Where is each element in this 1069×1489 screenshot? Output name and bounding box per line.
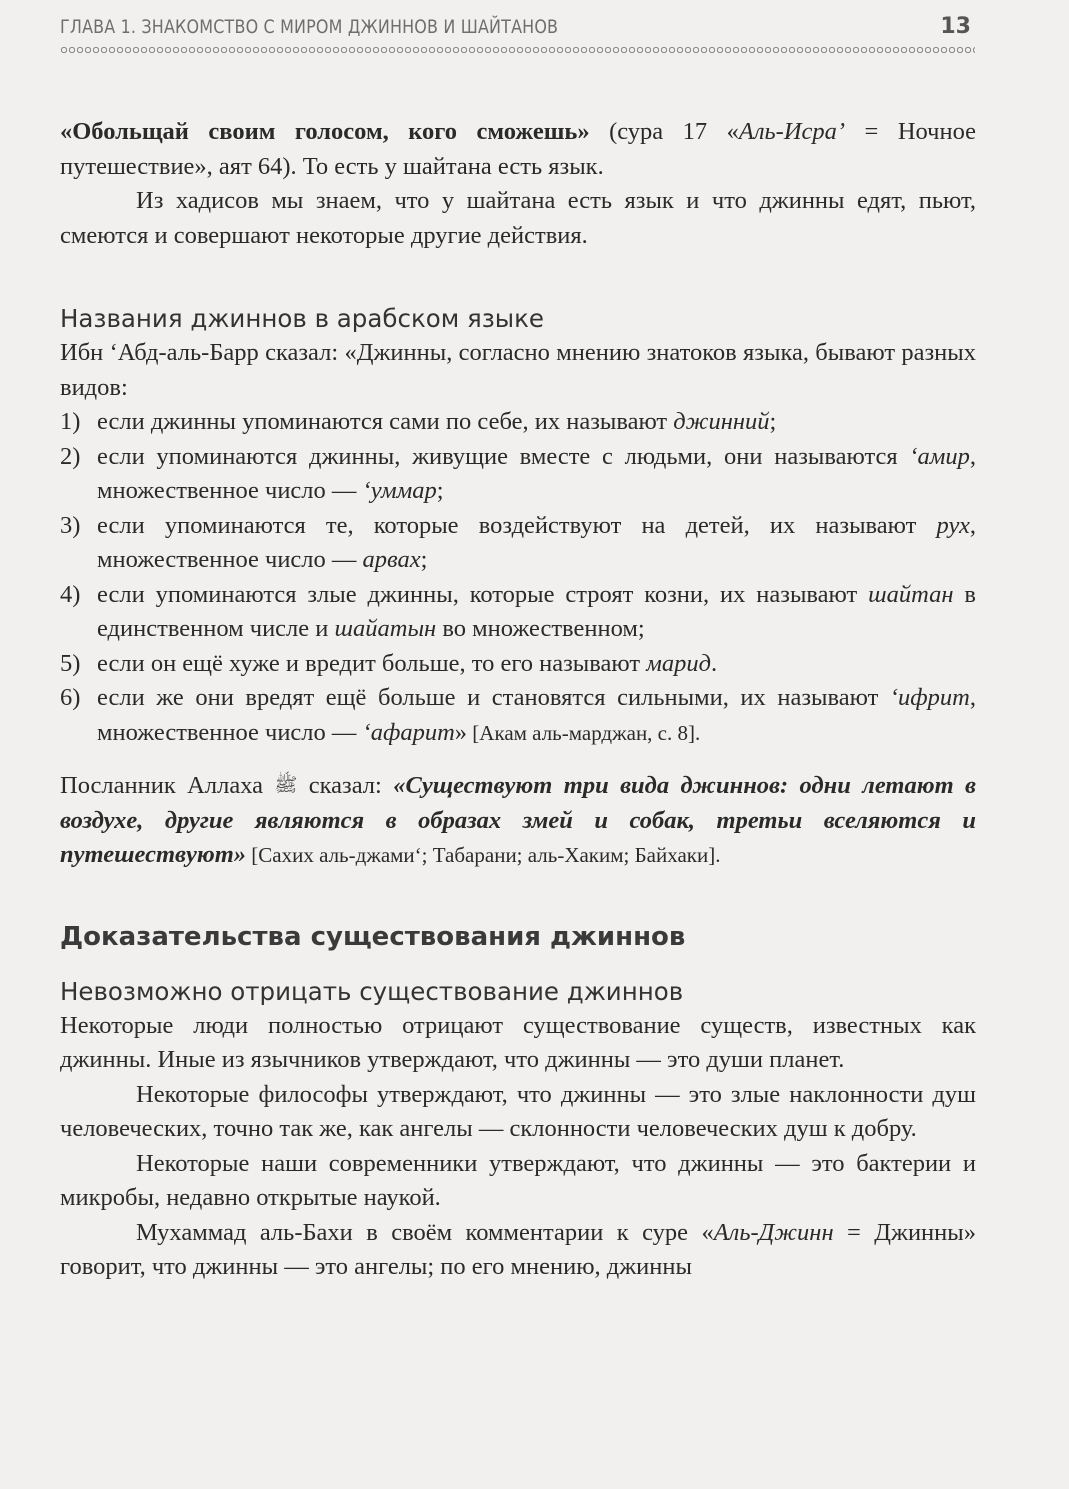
prophet-paragraph: Посланник Аллаха ﷺ сказал: «Существуют три вида джиннов: одни летают в воздухе, другие являются в образах змей и собак, третьи вселяются и путешествуют» [Сахих аль-джами‘; Табарани; аль-Хаким; Байхаки].	[60, 768, 976, 873]
intro-paragraph	[60, 115, 976, 184]
term-plural: ‘уммар	[362, 477, 437, 504]
term: ‘амир	[909, 442, 970, 470]
term: шайтан	[868, 580, 954, 608]
term-plural: ‘афарит	[362, 718, 455, 746]
term: рух	[936, 511, 970, 539]
chapter-title: ГЛАВА 1. ЗНАКОМСТВО С МИРОМ ДЖИННОВ И ШАЙТАНОВ	[60, 16, 559, 38]
proofs-paragraph-4: Мухаммад аль-Бахи в своём комментарии к суре «Аль-Джинн = Джинны» говорит, что джинны — это ангелы; по его мнению, джинны	[60, 1218, 976, 1280]
names-heading: Названия джиннов в арабском языке	[60, 304, 544, 333]
list-item: 6) если же они вредят ещё больше и становятся сильными, их называют ‘ифрит, множественное число — ‘афарит» [Акам аль-марджан, с. 8].	[60, 684, 976, 746]
term-plural: арвах	[362, 546, 421, 573]
page-body	[60, 115, 976, 1285]
proofs-paragraph-2: Некоторые философы утверждают, что джинны — это злые наклонности душ человеческих, точно так же, как ангелы — склонности человеческих душ к добру.	[60, 1080, 976, 1142]
proofs-paragraph-1: Некоторые люди полностью отрицают существование существ, известных как джинны. Иные из язычников утверждают, что джинны — это души планет.	[60, 1011, 976, 1073]
term: джинний	[673, 408, 770, 435]
term: ‘ифрит	[889, 684, 970, 711]
quran-quote: «Обольщай своим голосом, кого сможешь»	[60, 118, 590, 145]
proofs-subheading: Невозможно отрицать существование джиннов	[60, 976, 684, 1006]
source-citation: [Акам аль-марджан, с. 8].	[467, 720, 701, 745]
list-item: 3) если упоминаются те, которые воздействуют на детей, их называют рух, множественное число — арвах;	[60, 511, 976, 573]
proofs-heading: Доказательства существования джиннов	[60, 921, 686, 952]
salawat-seal-icon: ﷺ	[274, 774, 298, 796]
ornament-divider	[60, 46, 975, 54]
page-number: 13	[940, 14, 971, 39]
sura-name: Аль-Джинн	[713, 1218, 834, 1246]
term: марид	[646, 649, 711, 677]
source-citation: [Сахих аль-джами‘; Табарани; аль-Хаким; Байхаки].	[246, 843, 721, 867]
list-item: 2) если упоминаются джинны, живущие вместе с людьми, они называются ‘амир, множественное число — ‘уммар;	[60, 442, 976, 504]
names-lead: Ибн ‘Абд-аль-Барр сказал: «Джинны, согласно мнению знатоков языка, бывают разных видов:	[60, 339, 976, 401]
term-plural: шайатын	[334, 615, 437, 642]
sura-ref-close: = Ночное путешествие», аят 64). То есть у шайтана есть язык.	[60, 118, 976, 180]
list-item: 4) если упоминаются злые джинны, которые строят козни, их называют шайтан в единственном числе и шайатын во множественном;	[60, 580, 976, 642]
sura-ref-open: (сура 17 «	[589, 118, 739, 145]
hadith-quote: «Существуют три вида джиннов: одни летают в воздухе, другие являются в образах змей и собак, третьи вселяются и путешествуют»	[60, 772, 976, 868]
hadith-paragraph: Из хадисов мы знаем, что у шайтана есть язык и что джинны едят, пьют, смеются и совершают некоторые другие действия.	[60, 187, 976, 249]
list-item: 1) если джинны упоминаются сами по себе, их называют джинний;	[60, 408, 777, 435]
running-header	[60, 14, 975, 44]
list-item: 5) если он ещё хуже и вредит больше, то его называют марид.	[60, 649, 718, 677]
proofs-paragraph-3: Некоторые наши современники утверждают, что джинны — это бактерии и микробы, недавно открытые наукой.	[60, 1149, 976, 1211]
jinn-types-list	[60, 405, 976, 750]
sura-name: Аль-Исра’	[738, 118, 846, 145]
